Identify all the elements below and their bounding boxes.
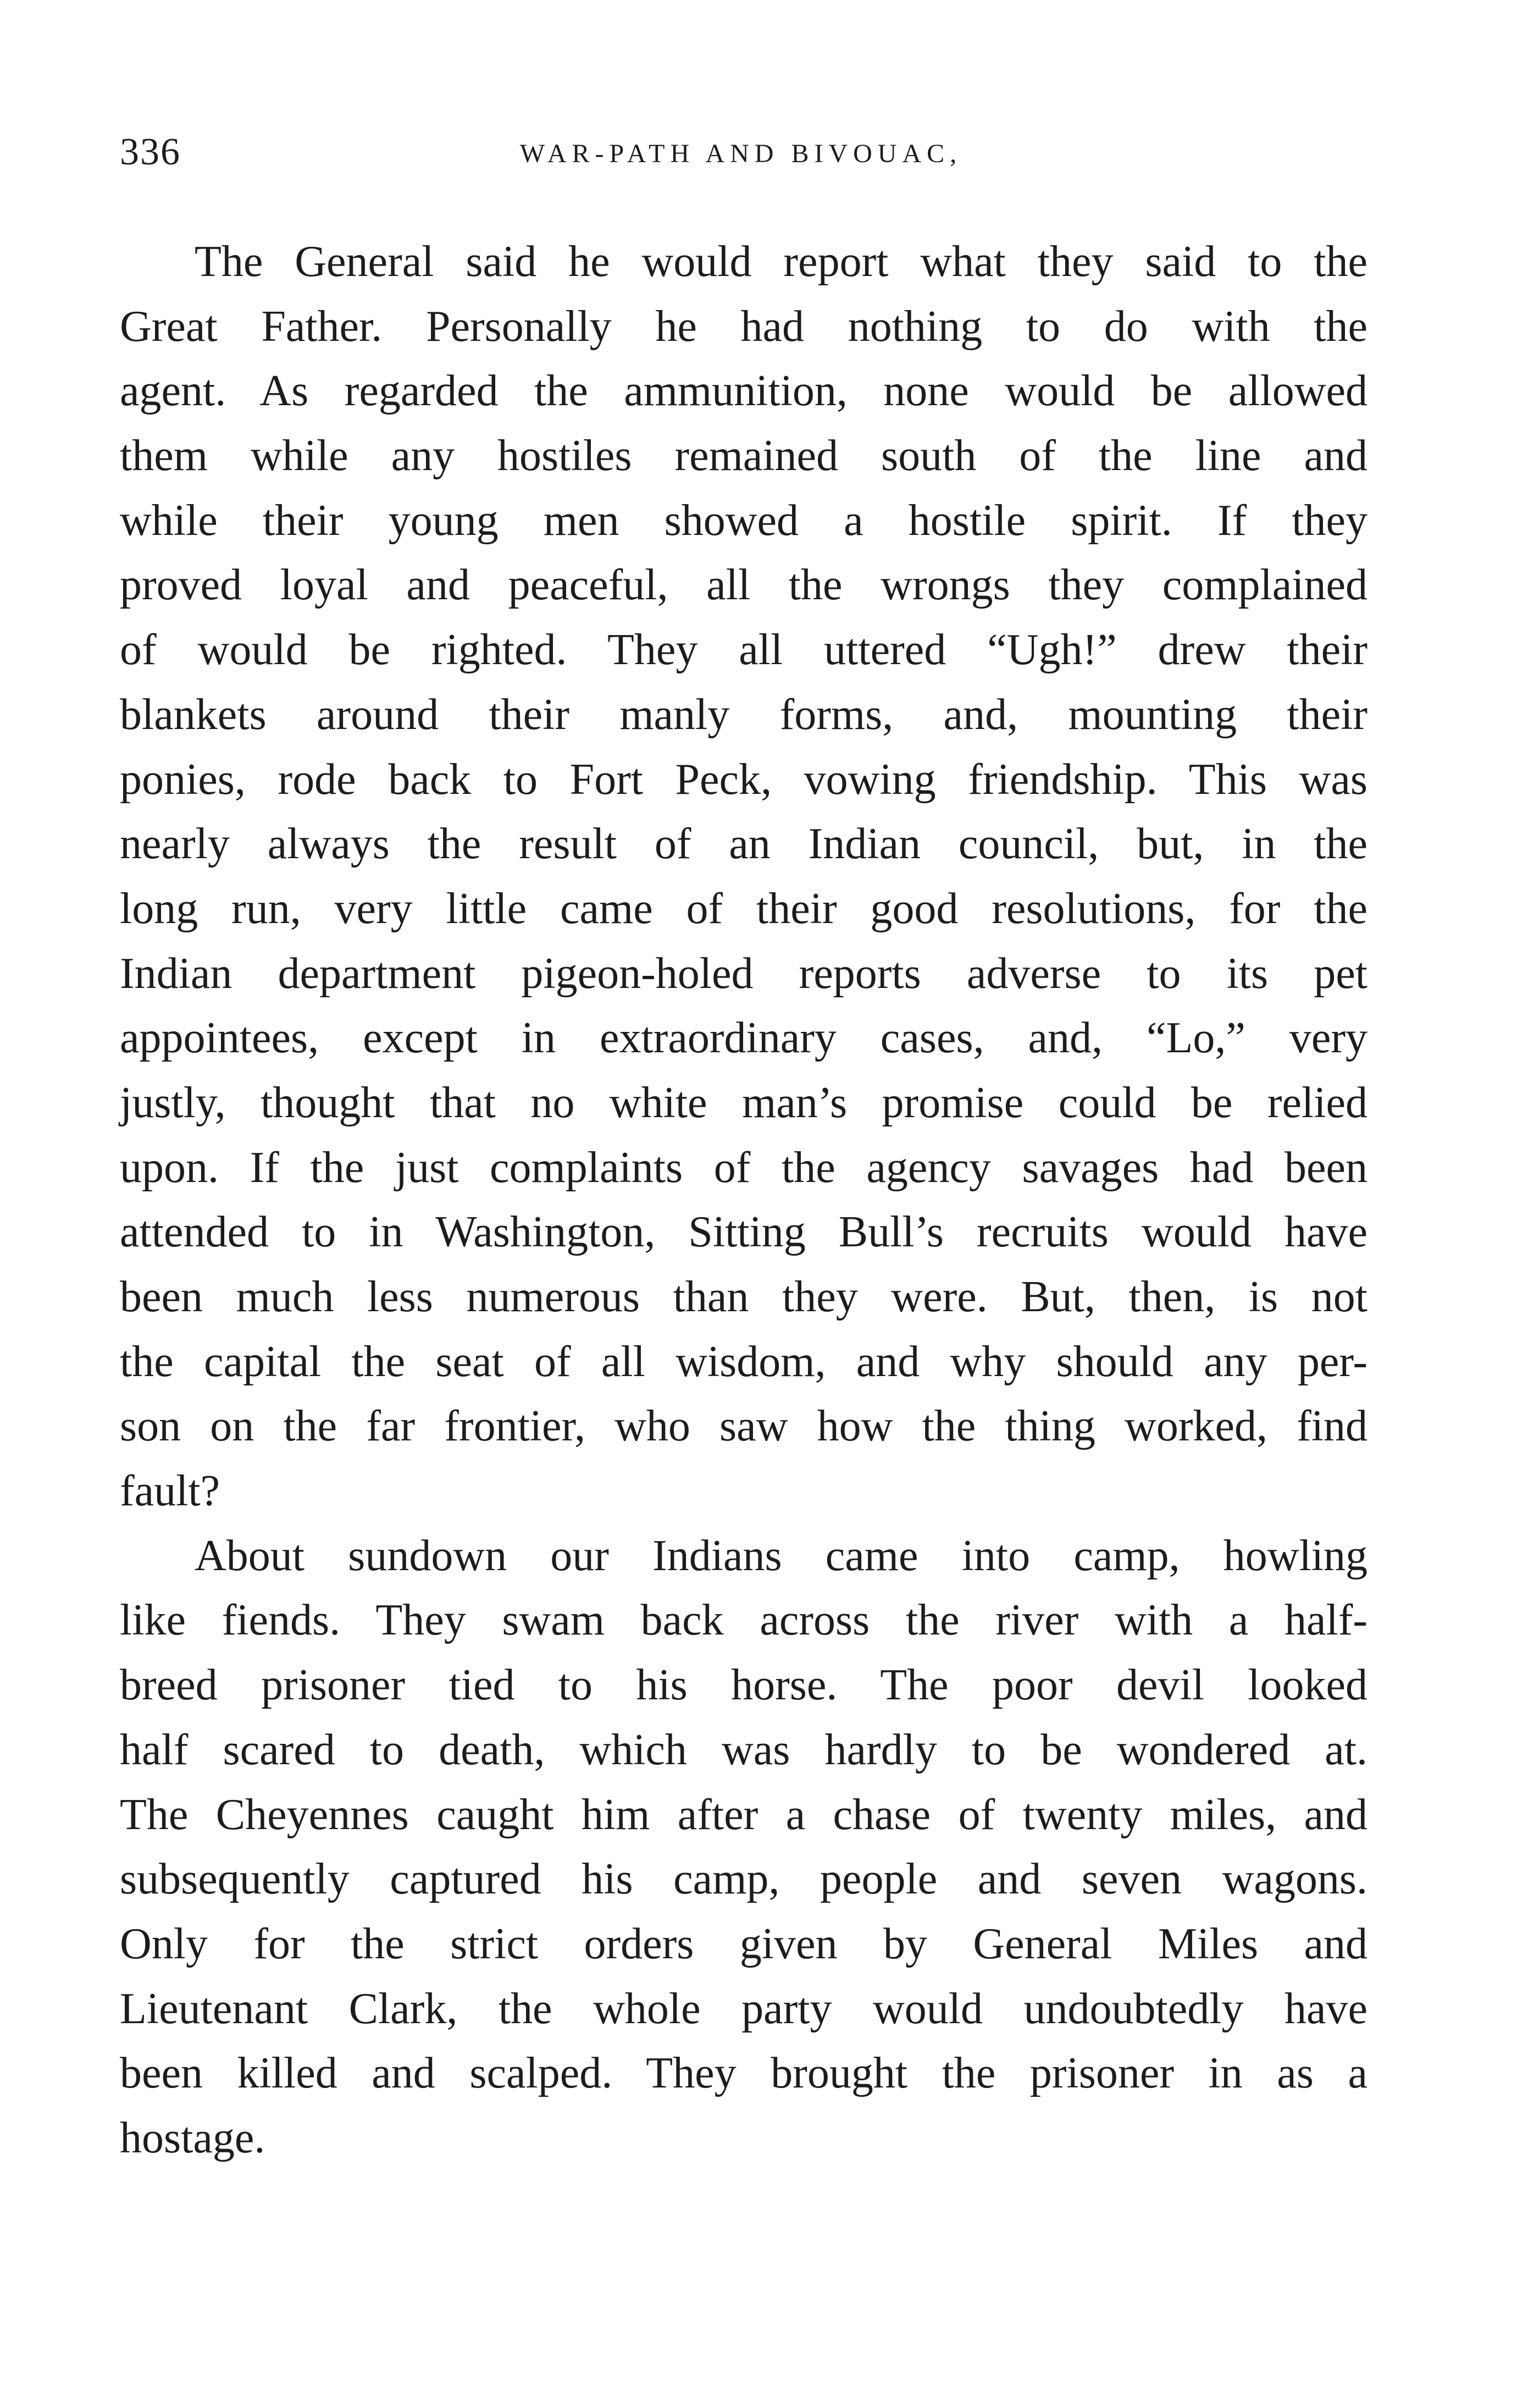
text-line: The General said he would report what they said to the (195, 238, 1367, 286)
text-line: About sundown our Indians came into camp, howling (195, 1531, 1367, 1580)
text-line: upon. If the just complaints of the agency savages had been (120, 1143, 1367, 1192)
text-line: Lieutenant Clark, the whole party would undoubtedly have (120, 1984, 1367, 2033)
text-line: proved loyal and peaceful, all the wrongs they complained (120, 561, 1367, 610)
text-line: the capital the seat of all wisdom, and why should any per- (120, 1337, 1367, 1386)
text-line: subsequently captured his camp, people and seven wagons. (120, 1855, 1367, 1904)
text-line: Only for the strict orders given by General Miles and (120, 1919, 1367, 1968)
page-number: 336 (120, 131, 181, 173)
text-line: fault? (120, 1467, 220, 1516)
text-line: them while any hostiles remained south of the line and (120, 432, 1367, 481)
text-line: ponies, rode back to Fort Peck, vowing friendship. This was (120, 755, 1367, 804)
text-line: breed prisoner tied to his horse. The poor devil looked (120, 1661, 1367, 1710)
text-line: hostage. (120, 2113, 265, 2162)
text-line: of would be righted. They all uttered “Ugh!” drew their (120, 626, 1367, 675)
running-head (120, 128, 1362, 177)
text-line: half scared to death, which was hardly to be wondered at. (120, 1725, 1367, 1774)
text-line: Indian department pigeon-holed reports adverse to its pet (120, 949, 1367, 998)
text-line: like fiends. They swam back across the river with a half- (120, 1596, 1367, 1645)
text-line: attended to in Washington, Sitting Bull’s recruits would have (120, 1208, 1367, 1257)
text-line: while their young men showed a hostile spirit. If they (120, 496, 1367, 545)
text-line: appointees, except in extraordinary cases, and, “Lo,” very (120, 1014, 1367, 1063)
body-text (120, 230, 1367, 2171)
text-line: Great Father. Personally he had nothing to do with the (120, 302, 1367, 351)
text-line: son on the far frontier, who saw how the thing worked, find (120, 1402, 1367, 1451)
text-line: been much less numerous than they were. But, then, is not (120, 1273, 1367, 1321)
text-line: justly, thought that no white man’s promise could be relied (120, 1078, 1367, 1127)
paragraph-council-report (120, 230, 1367, 1524)
text-line: agent. As regarded the ammunition, none would be allowed (120, 367, 1367, 416)
text-line: The Cheyennes caught him after a chase of twenty miles, and (120, 1790, 1367, 1839)
text-line: nearly always the result of an Indian council, but, in the (120, 820, 1367, 869)
text-line: been killed and scalped. They brought the prisoner in as a (120, 2049, 1367, 2098)
text-line: long run, very little came of their good resolutions, for the (120, 884, 1367, 933)
paragraph-prisoner (120, 1524, 1367, 2171)
text-line: blankets around their manly forms, and, mounting their (120, 690, 1367, 739)
running-title: WAR-PATH AND BIVOUAC, (519, 139, 962, 168)
